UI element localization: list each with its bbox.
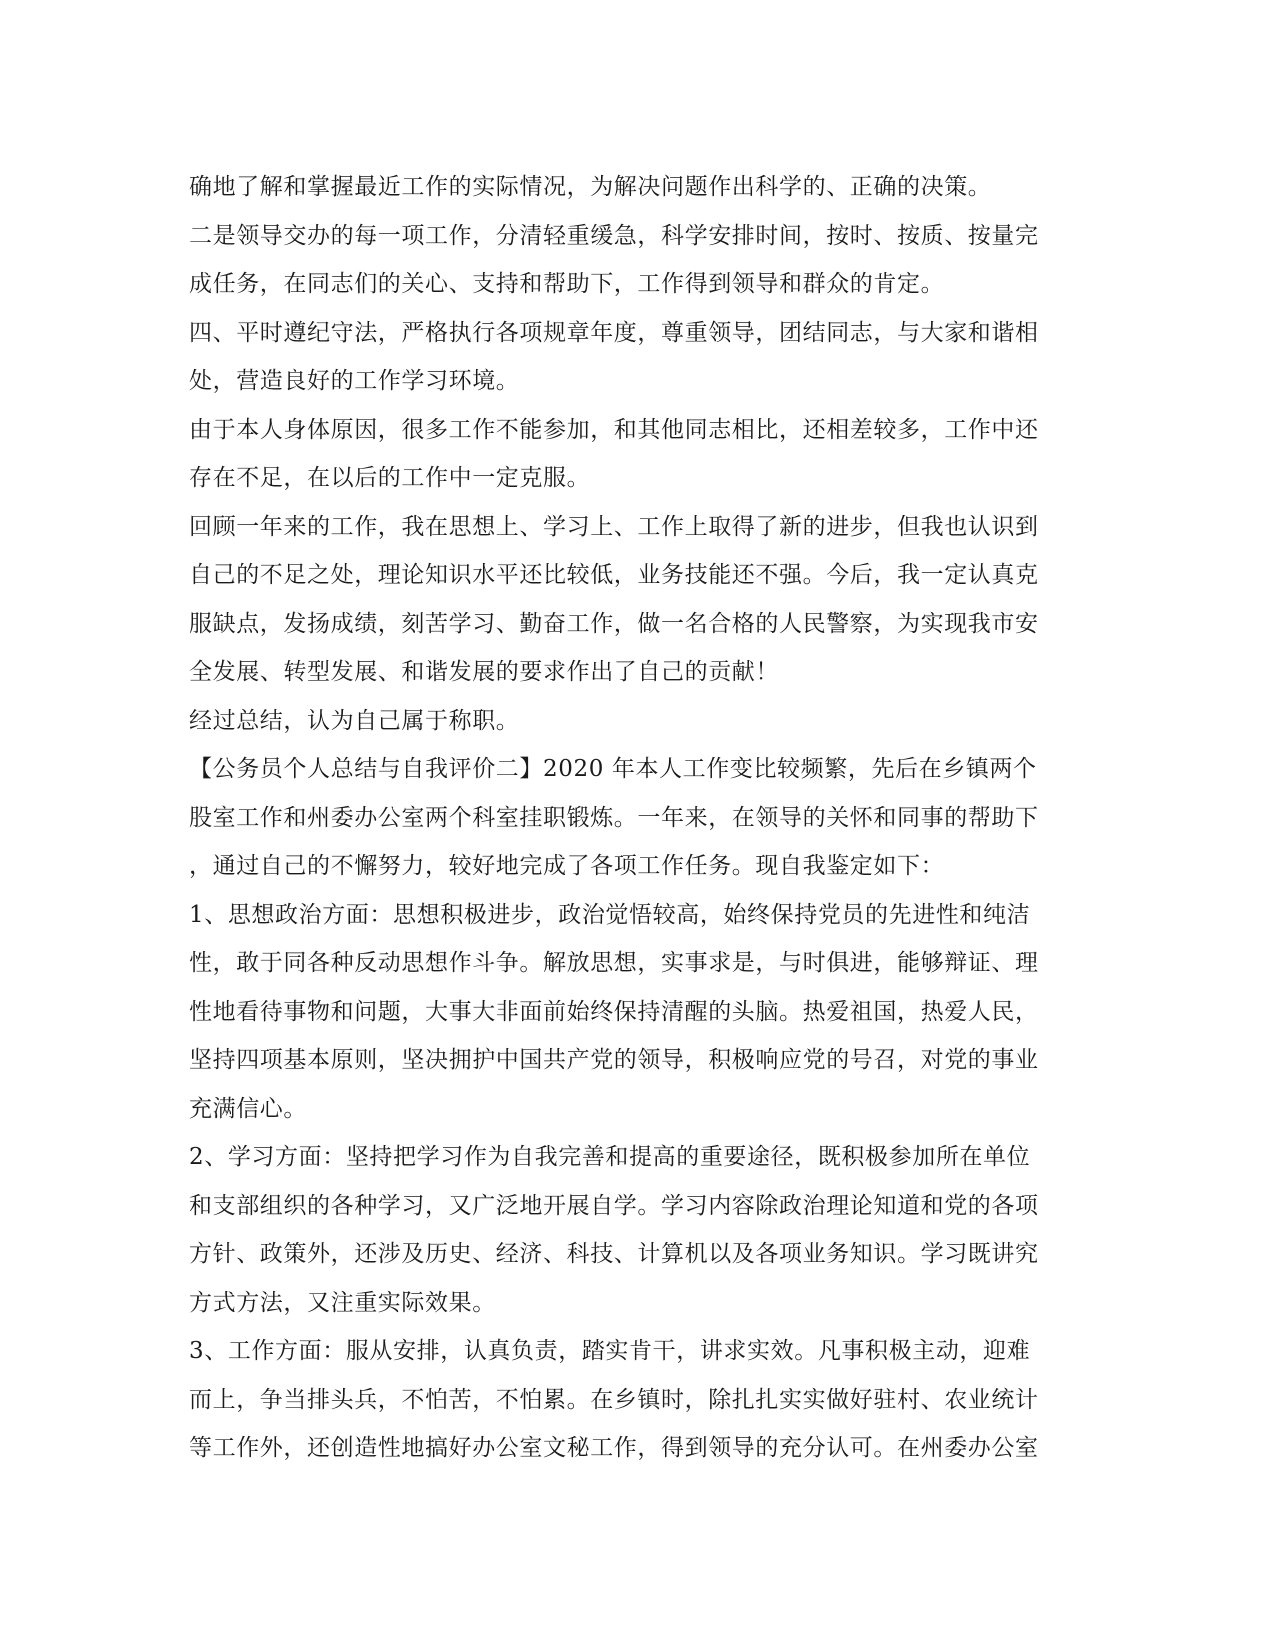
text-line: 3、工作方面：服从安排，认真负责，踏实肯干，讲求实效。凡事积极主动，迎难: [189, 1338, 1031, 1364]
text-line: 坚持四项基本原则，坚决拥护中国共产党的领导，积极响应党的号召，对党的事业: [189, 1047, 1039, 1073]
text-line: 股室工作和州委办公室两个科室挂职锻炼。一年来，在领导的关怀和同事的帮助下: [189, 804, 1039, 831]
text-line: 四、平时遵纪守法，严格执行各项规章年度，尊重领导，团结同志，与大家和谐相: [189, 319, 1039, 346]
text-line: 回顾一年来的工作，我在思想上、学习上、工作上取得了新的进步，但我也认识到: [189, 513, 1039, 540]
text-line: 服缺点，发扬成绩，刻苦学习、勤奋工作，做一名合格的人民警察，为实现我市安: [189, 610, 1039, 637]
text-line: 自己的不足之处，理论知识水平还比较低，业务技能还不强。今后，我一定认真克: [189, 562, 1039, 588]
document-body: [189, 163, 1089, 1473]
text-line: 确地了解和掌握最近工作的实际情况，为解决问题作出科学的、正确的决策。: [189, 174, 992, 200]
section-heading-line: 【公务员个人总结与自我评价二】2020 年本人工作变比较频繁，先后在乡镇两个: [189, 756, 1037, 782]
text-line: 性，敢于同各种反动思想作斗争。解放思想，实事求是，与时俱进，能够辩证、理: [189, 950, 1039, 976]
text-line: 成任务，在同志们的关心、支持和帮助下，工作得到领导和群众的肯定。: [189, 271, 945, 297]
text-line: ，通过自己的不懈努力，较好地完成了各项工作任务。现自我鉴定如下：: [189, 853, 945, 879]
text-line: 全发展、转型发展、和谐发展的要求作出了自己的贡献！: [189, 659, 779, 685]
text-line: 而上，争当排头兵，不怕苦，不怕累。在乡镇时，除扎扎实实做好驻村、农业统计: [189, 1386, 1039, 1413]
text-line: 方式方法，又注重实际效果。: [189, 1289, 496, 1316]
text-line: 1、思想政治方面：思想积极进步，政治觉悟较高，始终保持党员的先进性和纯洁: [189, 901, 1031, 928]
text-line: 等工作外，还创造性地搞好办公室文秘工作，得到领导的充分认可。在州委办公室: [189, 1435, 1039, 1461]
text-line: 性地看待事物和问题，大事大非面前始终保持清醒的头脑。热爱祖国，热爱人民，: [189, 998, 1039, 1025]
text-line: 经过总结，认为自己属于称职。: [189, 707, 520, 734]
text-line: 2、学习方面：坚持把学习作为自我完善和提高的重要途径，既积极参加所在单位: [189, 1144, 1031, 1170]
text-line: 二是领导交办的每一项工作，分清轻重缓急，科学安排时间，按时、按质、按量完: [189, 222, 1039, 249]
text-line: 由于本人身体原因，很多工作不能参加，和其他同志相比，还相差较多，工作中还: [189, 416, 1039, 443]
text-line: 存在不足，在以后的工作中一定克服。: [189, 465, 591, 491]
text-line: 和支部组织的各种学习，又广泛地开展自学。学习内容除政治理论知道和党的各项: [189, 1192, 1039, 1219]
text-line: 处，营造良好的工作学习环境。: [189, 368, 520, 394]
text-line: 充满信心。: [189, 1095, 307, 1122]
text-line: 方针、政策外，还涉及历史、经济、科技、计算机以及各项业务知识。学习既讲究: [189, 1241, 1039, 1267]
